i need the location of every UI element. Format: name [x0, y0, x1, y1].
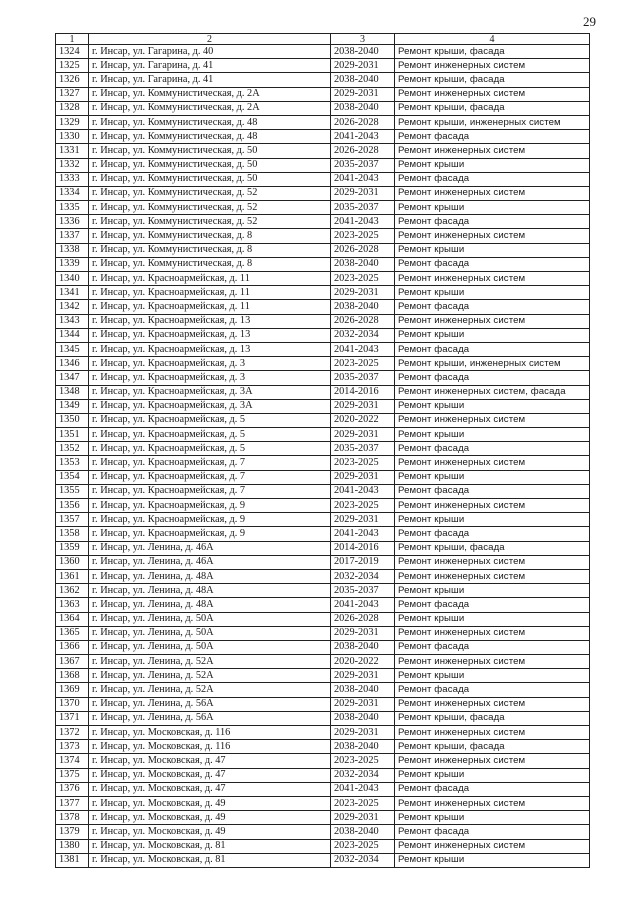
cell-work-type: Ремонт фасада — [395, 640, 590, 654]
cell-address: г. Инсар, ул. Ленина, д. 46А — [89, 541, 331, 555]
cell-work-type: Ремонт фасада — [395, 598, 590, 612]
cell-address: г. Инсар, ул. Красноармейская, д. 3 — [89, 357, 331, 371]
cell-work-type: Ремонт крыши, инженерных систем — [395, 115, 590, 129]
table-row — [56, 612, 590, 626]
cell-work-type: Ремонт крыши, фасада — [395, 711, 590, 725]
cell-row-number: 1354 — [56, 470, 89, 484]
cell-address: г. Инсар, ул. Ленина, д. 52А — [89, 655, 331, 669]
table-row — [56, 640, 590, 654]
cell-address: г. Инсар, ул. Ленина, д. 50А — [89, 626, 331, 640]
cell-row-number: 1328 — [56, 101, 89, 115]
cell-row-number: 1347 — [56, 371, 89, 385]
table-row — [56, 243, 590, 257]
table-row — [56, 584, 590, 598]
table-row — [56, 300, 590, 314]
cell-address: г. Инсар, ул. Коммунистическая, д. 50 — [89, 172, 331, 186]
cell-address: г. Инсар, ул. Красноармейская, д. 3А — [89, 385, 331, 399]
table-row — [56, 527, 590, 541]
cell-row-number: 1324 — [56, 45, 89, 59]
cell-work-type: Ремонт инженерных систем — [395, 87, 590, 101]
cell-row-number: 1344 — [56, 328, 89, 342]
table-row — [56, 357, 590, 371]
cell-row-number: 1329 — [56, 115, 89, 129]
cell-work-type: Ремонт крыши — [395, 158, 590, 172]
cell-row-number: 1355 — [56, 484, 89, 498]
table-row — [56, 569, 590, 583]
cell-row-number: 1366 — [56, 640, 89, 654]
cell-period: 2029-2031 — [331, 726, 395, 740]
cell-row-number: 1376 — [56, 782, 89, 796]
cell-row-number: 1381 — [56, 853, 89, 867]
table-row — [56, 201, 590, 215]
cell-row-number: 1379 — [56, 825, 89, 839]
table-row — [56, 257, 590, 271]
cell-address: г. Инсар, ул. Красноармейская, д. 3А — [89, 399, 331, 413]
cell-row-number: 1377 — [56, 796, 89, 810]
cell-address: г. Инсар, ул. Красноармейская, д. 9 — [89, 513, 331, 527]
table-row — [56, 428, 590, 442]
cell-work-type: Ремонт фасада — [395, 300, 590, 314]
cell-address: г. Инсар, ул. Красноармейская, д. 3 — [89, 371, 331, 385]
cell-work-type: Ремонт фасада — [395, 215, 590, 229]
table-row — [56, 45, 590, 59]
cell-period: 2041-2043 — [331, 782, 395, 796]
column-header-number: 1 — [56, 34, 89, 45]
cell-row-number: 1353 — [56, 456, 89, 470]
table-row — [56, 399, 590, 413]
cell-row-number: 1349 — [56, 399, 89, 413]
cell-row-number: 1373 — [56, 740, 89, 754]
cell-work-type: Ремонт фасада — [395, 782, 590, 796]
cell-row-number: 1369 — [56, 683, 89, 697]
cell-address: г. Инсар, ул. Московская, д. 47 — [89, 782, 331, 796]
table-row — [56, 655, 590, 669]
table-row — [56, 811, 590, 825]
cell-address: г. Инсар, ул. Красноармейская, д. 9 — [89, 499, 331, 513]
cell-period: 2038-2040 — [331, 711, 395, 725]
cell-work-type: Ремонт инженерных систем — [395, 186, 590, 200]
cell-period: 2038-2040 — [331, 257, 395, 271]
table-row — [56, 626, 590, 640]
cell-address: г. Инсар, ул. Красноармейская, д. 9 — [89, 527, 331, 541]
cell-period: 2032-2034 — [331, 328, 395, 342]
cell-row-number: 1333 — [56, 172, 89, 186]
table-row — [56, 158, 590, 172]
table-row — [56, 73, 590, 87]
table-row — [56, 87, 590, 101]
table-row — [56, 499, 590, 513]
cell-period: 2023-2025 — [331, 754, 395, 768]
table-row — [56, 314, 590, 328]
cell-period: 2023-2025 — [331, 839, 395, 853]
cell-period: 2038-2040 — [331, 73, 395, 87]
cell-address: г. Инсар, ул. Коммунистическая, д. 52 — [89, 186, 331, 200]
cell-period: 2041-2043 — [331, 598, 395, 612]
table-row — [56, 456, 590, 470]
cell-work-type: Ремонт фасада — [395, 371, 590, 385]
cell-period: 2041-2043 — [331, 342, 395, 356]
cell-period: 2023-2025 — [331, 796, 395, 810]
cell-period: 2038-2040 — [331, 640, 395, 654]
cell-address: г. Инсар, ул. Красноармейская, д. 11 — [89, 286, 331, 300]
table-row — [56, 229, 590, 243]
cell-period: 2014-2016 — [331, 541, 395, 555]
cell-row-number: 1375 — [56, 768, 89, 782]
cell-row-number: 1345 — [56, 342, 89, 356]
cell-row-number: 1365 — [56, 626, 89, 640]
cell-work-type: Ремонт фасада — [395, 527, 590, 541]
cell-period: 2023-2025 — [331, 229, 395, 243]
cell-period: 2032-2034 — [331, 768, 395, 782]
table-row — [56, 555, 590, 569]
cell-address: г. Инсар, ул. Красноармейская, д. 5 — [89, 428, 331, 442]
table-row — [56, 470, 590, 484]
table-row — [56, 726, 590, 740]
cell-work-type: Ремонт инженерных систем — [395, 59, 590, 73]
cell-address: г. Инсар, ул. Гагарина, д. 40 — [89, 45, 331, 59]
cell-work-type: Ремонт инженерных систем — [395, 555, 590, 569]
cell-work-type: Ремонт инженерных систем — [395, 569, 590, 583]
cell-address: г. Инсар, ул. Ленина, д. 52А — [89, 683, 331, 697]
cell-work-type: Ремонт инженерных систем — [395, 697, 590, 711]
cell-row-number: 1341 — [56, 286, 89, 300]
cell-address: г. Инсар, ул. Красноармейская, д. 11 — [89, 300, 331, 314]
table-row — [56, 683, 590, 697]
cell-address: г. Инсар, ул. Московская, д. 116 — [89, 726, 331, 740]
table-row — [56, 754, 590, 768]
cell-work-type: Ремонт крыши — [395, 669, 590, 683]
cell-period: 2035-2037 — [331, 201, 395, 215]
cell-period: 2041-2043 — [331, 527, 395, 541]
cell-row-number: 1332 — [56, 158, 89, 172]
cell-work-type: Ремонт инженерных систем — [395, 726, 590, 740]
cell-address: г. Инсар, ул. Московская, д. 47 — [89, 768, 331, 782]
cell-work-type: Ремонт фасада — [395, 484, 590, 498]
cell-address: г. Инсар, ул. Ленина, д. 56А — [89, 697, 331, 711]
cell-row-number: 1338 — [56, 243, 89, 257]
cell-address: г. Инсар, ул. Коммунистическая, д. 2А — [89, 101, 331, 115]
cell-row-number: 1361 — [56, 569, 89, 583]
cell-work-type: Ремонт инженерных систем — [395, 754, 590, 768]
cell-period: 2029-2031 — [331, 697, 395, 711]
table-row — [56, 385, 590, 399]
cell-row-number: 1339 — [56, 257, 89, 271]
cell-period: 2026-2028 — [331, 243, 395, 257]
cell-work-type: Ремонт крыши — [395, 201, 590, 215]
cell-row-number: 1362 — [56, 584, 89, 598]
cell-work-type: Ремонт крыши — [395, 612, 590, 626]
cell-work-type: Ремонт инженерных систем — [395, 626, 590, 640]
cell-address: г. Инсар, ул. Коммунистическая, д. 8 — [89, 257, 331, 271]
table-row — [56, 144, 590, 158]
cell-row-number: 1372 — [56, 726, 89, 740]
cell-work-type: Ремонт фасада — [395, 683, 590, 697]
cell-address: г. Инсар, ул. Гагарина, д. 41 — [89, 73, 331, 87]
cell-address: г. Инсар, ул. Красноармейская, д. 13 — [89, 328, 331, 342]
table-row — [56, 186, 590, 200]
cell-period: 2041-2043 — [331, 172, 395, 186]
cell-period: 2026-2028 — [331, 314, 395, 328]
table-row — [56, 328, 590, 342]
cell-row-number: 1358 — [56, 527, 89, 541]
cell-address: г. Инсар, ул. Московская, д. 47 — [89, 754, 331, 768]
cell-work-type: Ремонт крыши — [395, 328, 590, 342]
cell-period: 2029-2031 — [331, 286, 395, 300]
cell-address: г. Инсар, ул. Ленина, д. 52А — [89, 669, 331, 683]
cell-row-number: 1336 — [56, 215, 89, 229]
cell-address: г. Инсар, ул. Московская, д. 81 — [89, 839, 331, 853]
cell-address: г. Инсар, ул. Гагарина, д. 41 — [89, 59, 331, 73]
cell-work-type: Ремонт крыши, фасада — [395, 45, 590, 59]
cell-work-type: Ремонт инженерных систем — [395, 413, 590, 427]
cell-period: 2038-2040 — [331, 45, 395, 59]
cell-address: г. Инсар, ул. Московская, д. 116 — [89, 740, 331, 754]
cell-period: 2023-2025 — [331, 357, 395, 371]
cell-address: г. Инсар, ул. Ленина, д. 48А — [89, 584, 331, 598]
table-row — [56, 130, 590, 144]
cell-period: 2029-2031 — [331, 626, 395, 640]
cell-address: г. Инсар, ул. Ленина, д. 48А — [89, 569, 331, 583]
table-row — [56, 342, 590, 356]
table-body — [56, 45, 590, 868]
cell-address: г. Инсар, ул. Ленина, д. 46А — [89, 555, 331, 569]
table-row — [56, 853, 590, 867]
cell-period: 2041-2043 — [331, 215, 395, 229]
cell-period: 2035-2037 — [331, 584, 395, 598]
cell-period: 2038-2040 — [331, 101, 395, 115]
page-number: 29 — [583, 14, 596, 29]
table-row — [56, 172, 590, 186]
cell-address: г. Инсар, ул. Ленина, д. 50А — [89, 640, 331, 654]
table-row — [56, 272, 590, 286]
cell-period: 2029-2031 — [331, 513, 395, 527]
cell-row-number: 1337 — [56, 229, 89, 243]
table-row — [56, 839, 590, 853]
cell-address: г. Инсар, ул. Красноармейская, д. 13 — [89, 314, 331, 328]
cell-period: 2032-2034 — [331, 569, 395, 583]
cell-row-number: 1335 — [56, 201, 89, 215]
cell-row-number: 1340 — [56, 272, 89, 286]
table-row — [56, 782, 590, 796]
table-row — [56, 697, 590, 711]
cell-work-type: Ремонт инженерных систем — [395, 796, 590, 810]
cell-address: г. Инсар, ул. Красноармейская, д. 7 — [89, 456, 331, 470]
cell-work-type: Ремонт фасада — [395, 257, 590, 271]
cell-period: 2029-2031 — [331, 428, 395, 442]
cell-work-type: Ремонт фасада — [395, 442, 590, 456]
cell-work-type: Ремонт инженерных систем, фасада — [395, 385, 590, 399]
table-row — [56, 215, 590, 229]
cell-row-number: 1380 — [56, 839, 89, 853]
cell-work-type: Ремонт инженерных систем — [395, 456, 590, 470]
cell-work-type: Ремонт крыши — [395, 513, 590, 527]
cell-work-type: Ремонт инженерных систем — [395, 229, 590, 243]
cell-work-type: Ремонт крыши, фасада — [395, 541, 590, 555]
cell-work-type: Ремонт крыши — [395, 286, 590, 300]
cell-address: г. Инсар, ул. Ленина, д. 50А — [89, 612, 331, 626]
cell-address: г. Инсар, ул. Коммунистическая, д. 2А — [89, 87, 331, 101]
cell-row-number: 1342 — [56, 300, 89, 314]
table-row — [56, 115, 590, 129]
cell-address: г. Инсар, ул. Коммунистическая, д. 52 — [89, 201, 331, 215]
cell-period: 2026-2028 — [331, 612, 395, 626]
cell-period: 2029-2031 — [331, 470, 395, 484]
cell-period: 2020-2022 — [331, 413, 395, 427]
cell-period: 2029-2031 — [331, 59, 395, 73]
cell-row-number: 1334 — [56, 186, 89, 200]
cell-period: 2041-2043 — [331, 130, 395, 144]
cell-address: г. Инсар, ул. Московская, д. 81 — [89, 853, 331, 867]
cell-work-type: Ремонт крыши — [395, 399, 590, 413]
cell-work-type: Ремонт крыши, фасада — [395, 73, 590, 87]
table-row — [56, 825, 590, 839]
cell-address: г. Инсар, ул. Красноармейская, д. 5 — [89, 442, 331, 456]
table-row — [56, 484, 590, 498]
cell-address: г. Инсар, ул. Коммунистическая, д. 52 — [89, 215, 331, 229]
table-row — [56, 101, 590, 115]
cell-period: 2038-2040 — [331, 683, 395, 697]
table-row — [56, 413, 590, 427]
cell-work-type: Ремонт инженерных систем — [395, 144, 590, 158]
cell-address: г. Инсар, ул. Коммунистическая, д. 48 — [89, 115, 331, 129]
cell-work-type: Ремонт крыши, фасада — [395, 740, 590, 754]
cell-period: 2029-2031 — [331, 87, 395, 101]
cell-period: 2026-2028 — [331, 115, 395, 129]
cell-work-type: Ремонт крыши, инженерных систем — [395, 357, 590, 371]
cell-row-number: 1359 — [56, 541, 89, 555]
cell-address: г. Инсар, ул. Коммунистическая, д. 50 — [89, 144, 331, 158]
cell-row-number: 1378 — [56, 811, 89, 825]
cell-work-type: Ремонт инженерных систем — [395, 839, 590, 853]
cell-period: 2035-2037 — [331, 442, 395, 456]
cell-work-type: Ремонт крыши — [395, 811, 590, 825]
cell-period: 2023-2025 — [331, 499, 395, 513]
table-row — [56, 796, 590, 810]
table-row — [56, 711, 590, 725]
cell-address: г. Инсар, ул. Ленина, д. 48А — [89, 598, 331, 612]
table-row — [56, 371, 590, 385]
table-row — [56, 442, 590, 456]
cell-period: 2023-2025 — [331, 456, 395, 470]
cell-row-number: 1374 — [56, 754, 89, 768]
cell-period: 2029-2031 — [331, 186, 395, 200]
cell-address: г. Инсар, ул. Красноармейская, д. 11 — [89, 272, 331, 286]
cell-row-number: 1350 — [56, 413, 89, 427]
cell-work-type: Ремонт крыши — [395, 243, 590, 257]
table-row — [56, 541, 590, 555]
cell-address: г. Инсар, ул. Московская, д. 49 — [89, 811, 331, 825]
cell-period: 2041-2043 — [331, 484, 395, 498]
cell-work-type: Ремонт крыши — [395, 584, 590, 598]
cell-row-number: 1371 — [56, 711, 89, 725]
cell-work-type: Ремонт фасада — [395, 825, 590, 839]
cell-period: 2038-2040 — [331, 300, 395, 314]
cell-work-type: Ремонт фасада — [395, 130, 590, 144]
cell-address: г. Инсар, ул. Коммунистическая, д. 8 — [89, 243, 331, 257]
cell-work-type: Ремонт инженерных систем — [395, 272, 590, 286]
cell-work-type: Ремонт инженерных систем — [395, 314, 590, 328]
cell-work-type: Ремонт инженерных систем — [395, 655, 590, 669]
cell-address: г. Инсар, ул. Красноармейская, д. 5 — [89, 413, 331, 427]
cell-work-type: Ремонт фасада — [395, 172, 590, 186]
cell-work-type: Ремонт крыши — [395, 768, 590, 782]
cell-period: 2020-2022 — [331, 655, 395, 669]
cell-row-number: 1363 — [56, 598, 89, 612]
cell-period: 2035-2037 — [331, 158, 395, 172]
cell-row-number: 1331 — [56, 144, 89, 158]
cell-row-number: 1360 — [56, 555, 89, 569]
table-row — [56, 598, 590, 612]
cell-address: г. Инсар, ул. Коммунистическая, д. 8 — [89, 229, 331, 243]
cell-address: г. Инсар, ул. Ленина, д. 56А — [89, 711, 331, 725]
cell-period: 2017-2019 — [331, 555, 395, 569]
cell-period: 2026-2028 — [331, 144, 395, 158]
cell-period: 2038-2040 — [331, 825, 395, 839]
cell-period: 2029-2031 — [331, 811, 395, 825]
cell-work-type: Ремонт крыши — [395, 853, 590, 867]
cell-row-number: 1357 — [56, 513, 89, 527]
cell-work-type: Ремонт крыши — [395, 428, 590, 442]
cell-row-number: 1351 — [56, 428, 89, 442]
cell-work-type: Ремонт крыши, фасада — [395, 101, 590, 115]
cell-row-number: 1325 — [56, 59, 89, 73]
cell-row-number: 1327 — [56, 87, 89, 101]
column-header-period: 3 — [331, 34, 395, 45]
column-header-row — [56, 34, 590, 45]
cell-row-number: 1352 — [56, 442, 89, 456]
cell-address: г. Инсар, ул. Московская, д. 49 — [89, 796, 331, 810]
cell-row-number: 1330 — [56, 130, 89, 144]
cell-address: г. Инсар, ул. Коммунистическая, д. 50 — [89, 158, 331, 172]
column-header-work-type: 4 — [395, 34, 590, 45]
table-row — [56, 768, 590, 782]
column-header-address: 2 — [89, 34, 331, 45]
table-row — [56, 59, 590, 73]
table-row — [56, 669, 590, 683]
cell-row-number: 1368 — [56, 669, 89, 683]
cell-row-number: 1364 — [56, 612, 89, 626]
cell-row-number: 1343 — [56, 314, 89, 328]
cell-row-number: 1326 — [56, 73, 89, 87]
cell-period: 2029-2031 — [331, 399, 395, 413]
cell-row-number: 1370 — [56, 697, 89, 711]
cell-period: 2038-2040 — [331, 740, 395, 754]
cell-row-number: 1356 — [56, 499, 89, 513]
cell-period: 2023-2025 — [331, 272, 395, 286]
cell-work-type: Ремонт крыши — [395, 470, 590, 484]
cell-row-number: 1346 — [56, 357, 89, 371]
cell-address: г. Инсар, ул. Московская, д. 49 — [89, 825, 331, 839]
table-row — [56, 513, 590, 527]
cell-address: г. Инсар, ул. Красноармейская, д. 13 — [89, 342, 331, 356]
repair-schedule-table — [55, 33, 590, 868]
cell-address: г. Инсар, ул. Красноармейская, д. 7 — [89, 470, 331, 484]
table-row — [56, 740, 590, 754]
cell-period: 2032-2034 — [331, 853, 395, 867]
cell-work-type: Ремонт инженерных систем — [395, 499, 590, 513]
cell-period: 2029-2031 — [331, 669, 395, 683]
cell-period: 2014-2016 — [331, 385, 395, 399]
cell-work-type: Ремонт фасада — [395, 342, 590, 356]
cell-row-number: 1348 — [56, 385, 89, 399]
cell-row-number: 1367 — [56, 655, 89, 669]
table-row — [56, 286, 590, 300]
cell-address: г. Инсар, ул. Коммунистическая, д. 48 — [89, 130, 331, 144]
cell-period: 2035-2037 — [331, 371, 395, 385]
cell-address: г. Инсар, ул. Красноармейская, д. 7 — [89, 484, 331, 498]
